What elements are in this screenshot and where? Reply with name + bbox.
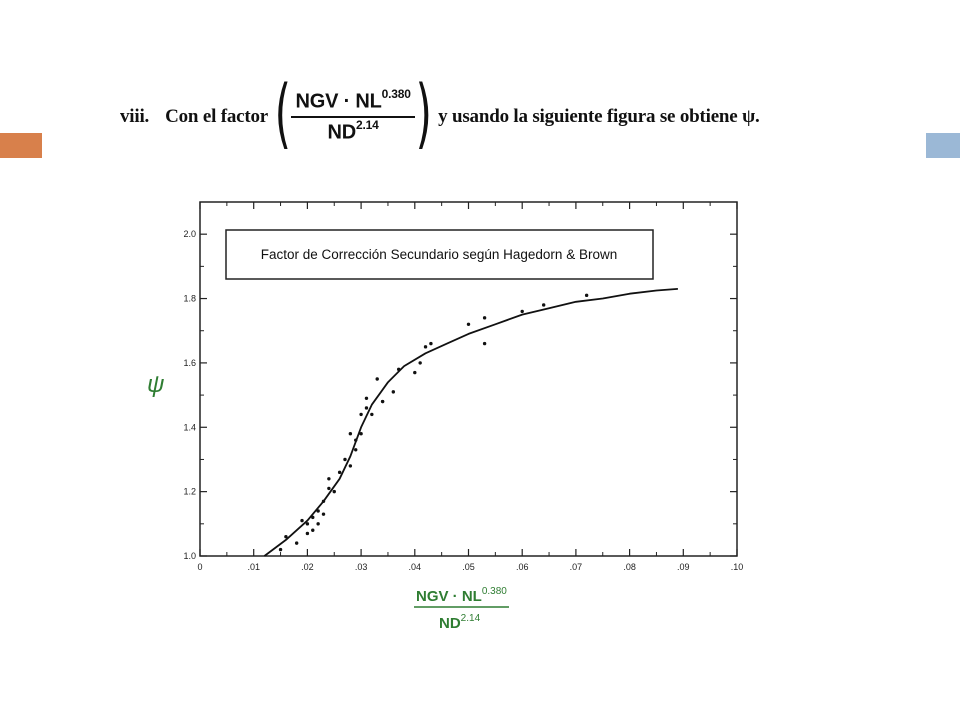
data-point: [316, 509, 319, 512]
data-point: [306, 532, 309, 535]
data-point: [300, 519, 303, 522]
x-tick-label: .02: [301, 562, 314, 572]
points-layer: [279, 294, 588, 552]
x-tick-label: .09: [677, 562, 690, 572]
data-point: [397, 368, 400, 371]
instruction-text-after: y usando la siguiente figura se obtiene ψ.: [438, 106, 760, 127]
data-point: [521, 310, 524, 313]
x-tick-label: .10: [730, 562, 744, 572]
fraction-denominator: $ND^{2.14}$: [327, 118, 379, 144]
x-tick-label: .05: [462, 562, 475, 572]
data-point: [483, 316, 486, 319]
instruction-text-before: Con el factor: [165, 106, 269, 127]
right-paren: ): [415, 68, 432, 157]
y-axis-label: ψ: [147, 371, 165, 398]
fraction-numerator: NGV · $NL^{0.380}$: [291, 89, 414, 118]
data-point: [483, 342, 486, 345]
data-point: [370, 413, 373, 416]
y-tick-label: 1.2: [183, 486, 196, 497]
data-point: [284, 535, 287, 538]
data-point: [376, 377, 379, 380]
fitted-curve: [264, 289, 678, 556]
y-tick-label: 1.4: [183, 422, 196, 433]
data-point: [354, 448, 357, 451]
x-tick-label: .06: [515, 562, 529, 572]
data-point: [359, 413, 362, 416]
y-tick-label: 2.0: [183, 229, 196, 240]
x-tick-label: .01: [247, 562, 260, 572]
data-point: [327, 487, 330, 490]
left-paren: (: [274, 68, 291, 157]
data-point: [542, 303, 545, 306]
x-tick-label: .07: [569, 562, 583, 572]
data-point: [349, 432, 352, 435]
data-point: [585, 294, 588, 297]
x-axis-label-denominator: $ND^{2.14}$: [439, 613, 481, 632]
data-point: [343, 458, 346, 461]
x-axis-label-numerator: NGV · $NL^{0.380}$: [416, 586, 507, 605]
instruction-prefix: viii.: [120, 106, 150, 127]
data-point: [365, 406, 368, 409]
data-point: [424, 345, 427, 348]
curve-layer: [264, 289, 678, 556]
x-tick-label: 0: [197, 562, 203, 572]
data-point: [354, 438, 357, 441]
x-tick-label: .04: [408, 562, 422, 572]
data-point: [316, 522, 319, 525]
data-point: [418, 361, 421, 364]
data-point: [413, 371, 416, 374]
data-point: [322, 512, 325, 515]
data-point: [467, 323, 470, 326]
data-point: [338, 471, 341, 474]
data-point: [392, 390, 395, 393]
data-point: [359, 432, 362, 435]
chart-title: Factor de Corrección Secundario según Hagedorn & Brown: [260, 247, 618, 262]
x-axis-label: [414, 586, 509, 632]
data-point: [322, 500, 325, 503]
data-point: [311, 516, 314, 519]
data-point: [311, 529, 314, 532]
y-tick-label: 1.0: [183, 551, 196, 561]
data-point: [333, 490, 336, 493]
data-point: [381, 400, 384, 403]
data-point: [349, 464, 352, 467]
data-point: [279, 548, 282, 551]
x-tick-label: .03: [354, 562, 368, 572]
data-point: [295, 541, 298, 544]
y-tick-label: 1.8: [183, 293, 196, 304]
data-point: [327, 477, 330, 480]
x-tick-label: .08: [623, 562, 636, 572]
data-point: [429, 342, 432, 345]
data-point: [306, 522, 309, 525]
y-tick-label: 1.6: [183, 357, 196, 368]
data-point: [365, 397, 368, 400]
